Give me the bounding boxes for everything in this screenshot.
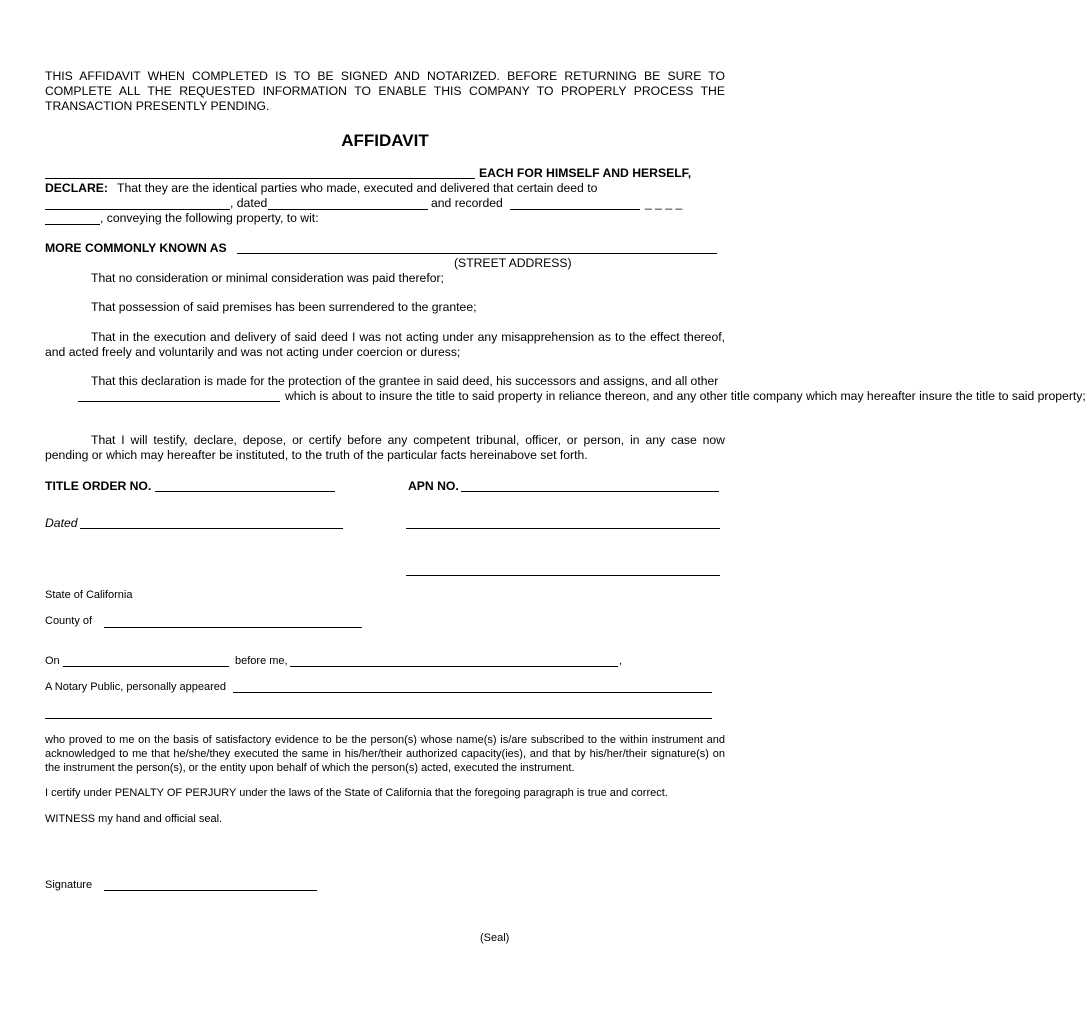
- title-order-label: TITLE ORDER NO.: [45, 479, 152, 493]
- dated-field-label: Dated: [45, 516, 78, 530]
- notary-signature-input[interactable]: [104, 890, 317, 891]
- title-company-line[interactable]: [78, 401, 280, 402]
- testify-paragraph: That I will testify, declare, depose, or certify before any competent tribunal, officer, or person, in any case now pending or which may hereafter be instituted, to the truth of the particular facts hereinabove set forth.: [45, 433, 725, 462]
- each-for-himself-text: EACH FOR HIMSELF AND HERSELF,: [479, 166, 692, 180]
- street-address-caption: (STREET ADDRESS): [454, 256, 572, 270]
- affiant-signature-line-1[interactable]: [406, 528, 720, 529]
- declare-label: DECLARE:: [45, 181, 108, 195]
- protection-paragraph-start: That this declaration is made for the protection of the grantee in said deed, his successors and assigns, and all other: [91, 374, 719, 388]
- declare-text: That they are the identical parties who made, executed and delivered that certain deed to: [117, 181, 598, 195]
- affiant-signature-line-2[interactable]: [406, 575, 720, 576]
- appeared-name-input[interactable]: [233, 692, 712, 693]
- recording-info-line[interactable]: [45, 224, 100, 225]
- grantee-line[interactable]: [45, 209, 230, 210]
- notary-name-input[interactable]: [290, 666, 618, 667]
- acknowledgment-text: who proved to me on the basis of satisfactory evidence to be the person(s) whose name(s) is/are subscribed to the within instrument and acknowledged to me that he/she/they executed the same in his/her/their authorized capacity(ies), and that by his/her/their signature(s) on the instrument the person(s), or the entity upon behalf of which the person(s) acted, executed the instrument.: [45, 734, 725, 774]
- recorded-line[interactable]: [510, 209, 640, 210]
- possession-paragraph: That possession of said premises has been surrendered to the grantee;: [91, 300, 477, 314]
- deed-date-line[interactable]: [268, 209, 428, 210]
- apn-label: APN NO.: [408, 479, 459, 493]
- before-me-label: before me,: [235, 655, 288, 667]
- perjury-text: I certify under PENALTY OF PERJURY under the laws of the State of California that the foregoing paragraph is true and correct.: [45, 787, 668, 799]
- recorded-tail: _ _ _ _: [645, 196, 683, 210]
- county-input[interactable]: [104, 627, 362, 628]
- consideration-paragraph: That no consideration or minimal consideration was paid therefor;: [91, 271, 444, 285]
- recorded-label: and recorded: [431, 196, 503, 210]
- dated-label: , dated: [230, 196, 268, 210]
- notary-date-input[interactable]: [63, 666, 229, 667]
- conveying-text: , conveying the following property, to wit:: [100, 211, 319, 225]
- parties-name-line[interactable]: [45, 178, 475, 179]
- on-label: On: [45, 655, 60, 667]
- notary-comma: ,: [619, 655, 623, 667]
- state-label: State of California: [45, 589, 133, 601]
- witness-text: WITNESS my hand and official seal.: [45, 813, 223, 825]
- notice-text: THIS AFFIDAVIT WHEN COMPLETED IS TO BE SIGNED AND NOTARIZED. BEFORE RETURNING BE SURE TO COMPLETE ALL THE REQUESTED INFORMATION TO ENABLE THIS COMPANY TO PROPERLY PROCESS THE TRANSACTION PRESENTLY PENDING.: [45, 69, 725, 113]
- dated-input[interactable]: [80, 528, 343, 529]
- appeared-label: A Notary Public, personally appeared: [45, 681, 226, 693]
- title-order-input[interactable]: [155, 491, 335, 492]
- known-as-label: MORE COMMONLY KNOWN AS: [45, 241, 227, 255]
- county-label: County of: [45, 615, 93, 627]
- protection-paragraph-cont: which is about to insure the title to said property in reliance thereon, and any other title company which may hereafter insure the title to said property;: [285, 389, 1086, 403]
- appeared-name-input-2[interactable]: [45, 718, 712, 719]
- execution-paragraph: That in the execution and delivery of said deed I was not acting under any misapprehension as to the effect thereof, and acted freely and voluntarily and was not acting under coercion or duress;: [45, 330, 725, 359]
- apn-input[interactable]: [461, 491, 719, 492]
- street-address-line[interactable]: [237, 253, 717, 254]
- document-title: AFFIDAVIT: [341, 131, 429, 150]
- signature-label: Signature: [45, 879, 93, 891]
- seal-label: (Seal): [480, 932, 510, 944]
